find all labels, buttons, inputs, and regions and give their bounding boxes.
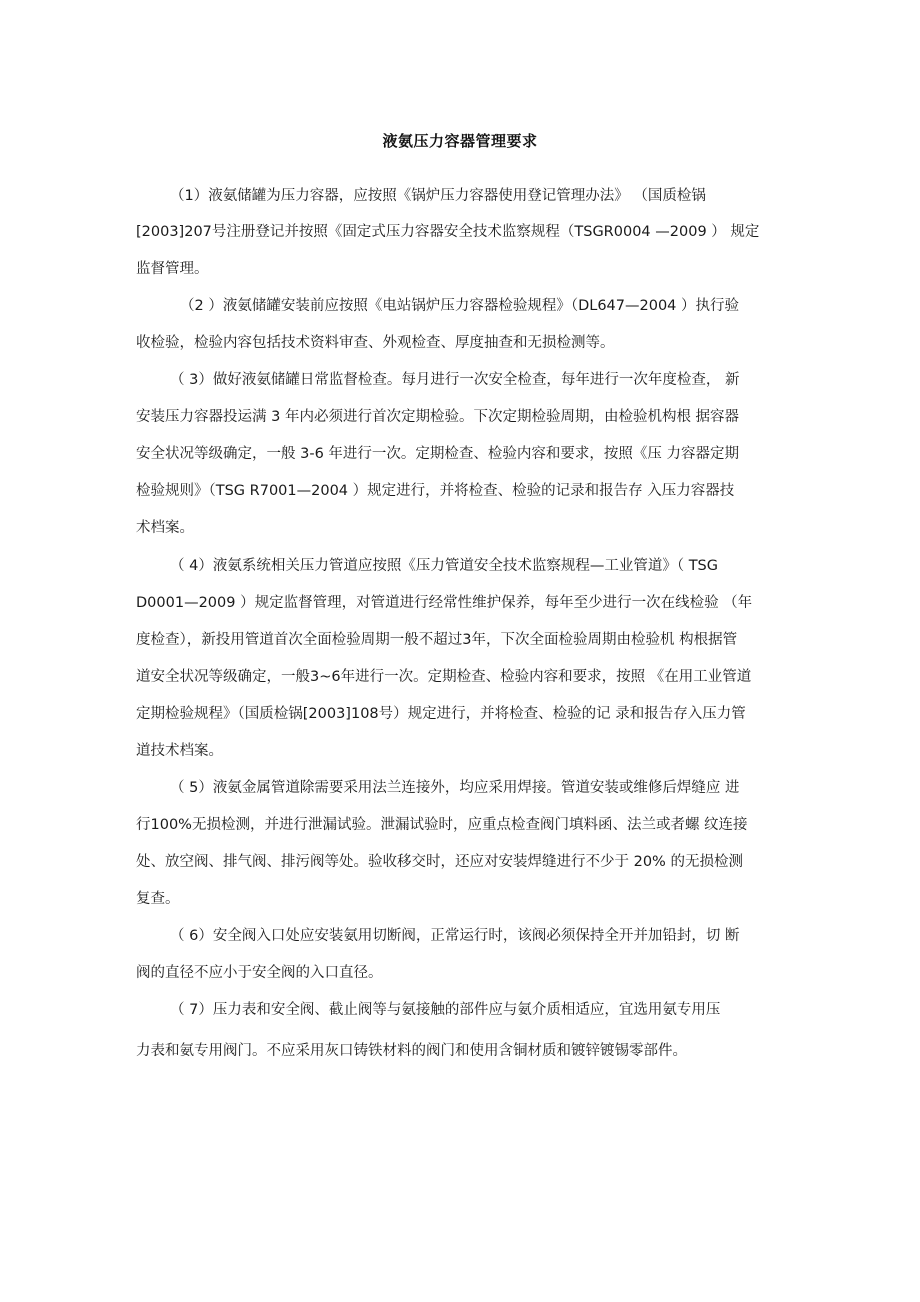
paragraph-3-line-1: （ 3）做好液氨储罐日常监督检查。每月进行一次安全检查，每年进行一次年度检查， 新 [170,372,740,388]
paragraph-5-line-2: 行100%无损检测，并进行泄漏试验。泄漏试验时，应重点检查阀门填料函、法兰或者螺 纹连接 [136,817,748,833]
paragraph-2-line-1: （2 ）液氨储罐安装前应按照《电站锅炉压力容器检验规程》（DL647—2004 ）执行验 [180,298,740,314]
paragraph-6-line-1: （ 6）安全阀入口处应安装氨用切断阀，正常运行时，该阀必须保持全开并加铅封，切 断 [170,928,740,944]
paragraph-3-line-5: 术档案。 [136,520,194,536]
paragraph-4-line-2: D0001—2009 ）规定监督管理，对管道进行经常性维护保养，每年至少进行一次在线检验 （年 [136,595,753,611]
paragraph-3-line-4: 检验规则》（TSG R7001—2004 ）规定进行，并将检查、检验的记录和报告存 入压力容器技 [136,483,735,499]
paragraph-1-line-3: 监督管理。 [136,261,209,277]
paragraph-4-line-3: 度检查），新投用管道首次全面检验周期一般不超过3年，下次全面检验周期由检验机 构根据管 [136,632,738,648]
paragraph-4-line-4: 道安全状况等级确定，一般3~6年进行一次。定期检查、检验内容和要求，按照 《在用工业管道 [136,669,752,685]
paragraph-6-line-2: 阀的直径不应小于安全阀的入口直径。 [136,965,383,981]
paragraph-5-line-4: 复查。 [136,891,180,907]
paragraph-1-line-1: （1）液氨储罐为压力容器，应按照《锅炉压力容器使用登记管理办法》 （国质检锅 [170,188,706,204]
paragraph-5-line-3: 处、放空阀、排气阀、排污阀等处。验收移交时，还应对安装焊缝进行不少于 20% 的无损检测 [136,854,743,870]
paragraph-5-line-1: （ 5）液氨金属管道除需要采用法兰连接外，均应采用焊接。管道安装或维修后焊缝应 进 [170,780,740,796]
paragraph-2-line-2: 收检验，检验内容包括技术资料审查、外观检查、厚度抽查和无损检测等。 [136,335,615,351]
paragraph-3-line-3: 安全状况等级确定，一般 3-6 年进行一次。定期检查、检验内容和要求，按照《压 力容器定期 [136,446,740,462]
paragraph-7-line-1: （ 7）压力表和安全阀、截止阀等与氨接触的部件应与氨介质相适应，宜选用氨专用压 [170,1002,721,1018]
paragraph-1-line-2: [2003]207号注册登记并按照《固定式压力容器安全技术监察规程（TSGR0004 —2009 ） 规定 [136,224,760,240]
paragraph-7-line-2: 力表和氨专用阀门。不应采用灰口铸铁材料的阀门和使用含铜材质和镀锌镀锡零部件。 [136,1043,687,1059]
paragraph-4-line-5: 定期检验规程》（国质检锅[2003]108号）规定进行，并将检查、检验的记 录和报告存入压力管 [136,706,746,722]
paragraph-4-line-1: （ 4）液氨系统相关压力管道应按照《压力管道安全技术监察规程—工业管道》（ TSG [170,558,718,574]
paragraph-4-line-6: 道技术档案。 [136,743,223,759]
page-title: 液氨压力容器管理要求 [382,132,538,150]
paragraph-3-line-2: 安装压力容器投运满 3 年内必须进行首次定期检验。下次定期检验周期，由检验机构根 据容器 [136,409,740,425]
